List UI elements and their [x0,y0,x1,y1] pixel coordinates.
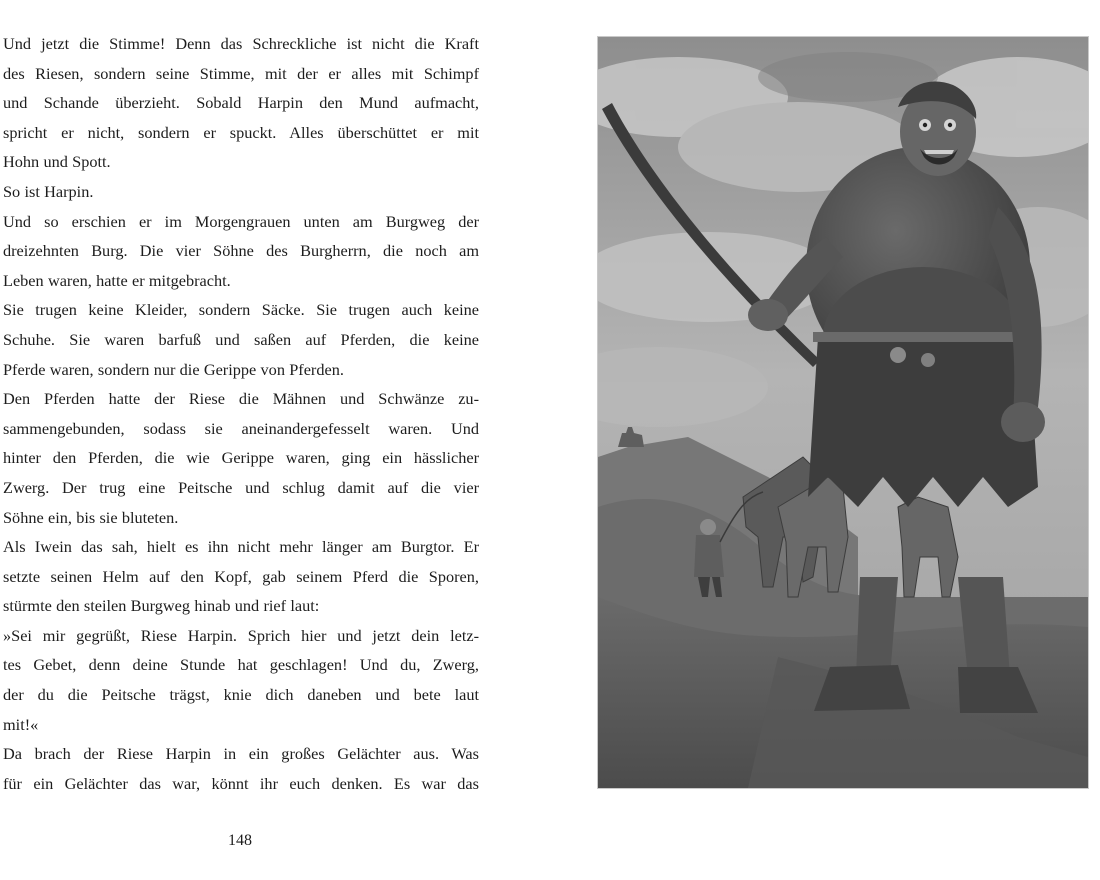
book-text-column [3,29,479,798]
text-line: tes Gebet, denn deine Stunde hat geschlagen! Und du, Zwerg, [3,655,479,675]
text-line: Hohn und Spott. [3,152,111,172]
text-line: Zwerg. Der trug eine Peitsche und schlug damit auf die vier [3,477,479,497]
text-line: Und jetzt die Stimme! Denn das Schreckliche ist nicht die Kraft [3,34,479,53]
text-line: für ein Gelächter das war, könnt ihr euch denken. Es war das [3,773,479,793]
text-line: der du die Peitsche trägst, knie dich daneben und bete laut [3,685,479,705]
text-line: Als Iwein das sah, hielt es ihn nicht mehr länger am Burgtor. Er [3,537,479,557]
text-line: mit!« [3,714,39,734]
skull-ornament [890,347,906,363]
text-line: »Sei mir gegrüßt, Riese Harpin. Sprich hier und jetzt dein letz- [3,625,479,645]
text-line: spricht er nicht, sondern er spuckt. Alles überschüttet er mit [3,122,479,142]
text-line: So ist Harpin. [3,181,94,201]
text-line: stürmte den steilen Burgweg hinab und rief laut: [3,596,320,616]
hand-holding-club [748,299,788,331]
text-line: Da brach der Riese Harpin in ein großes Gelächter aus. Was [3,744,479,764]
text-line: Und so erschien er im Morgengrauen unten am Burgweg der [3,211,479,231]
giant-illustration [597,36,1089,789]
rope-belt [813,332,1033,342]
text-line: setzte seinen Helm auf den Kopf, gab seinem Pferd die Sporen, [3,566,479,586]
text-line: und Schande überzieht. Sobald Harpin den Mund aufmacht, [3,93,479,113]
text-line: Sie trugen keine Kleider, sondern Säcke. Sie trugen auch keine [3,300,479,320]
text-line: des Riesen, sondern seine Stimme, mit der er alles mit Schimpf [3,63,479,83]
page-number: 148 [228,832,252,849]
left-hand [1001,402,1045,442]
text-line: Pferde waren, sondern nur die Gerippe von Pferden. [3,359,344,379]
text-line: Leben waren, hatte er mitgebracht. [3,270,231,290]
giant-painting-svg [598,37,1088,788]
text-line: Söhne ein, bis sie bluteten. [3,507,179,527]
text-line: sammengebunden, sodass sie aneinandergefesselt waren. Und [3,418,479,438]
text-line: dreizehnten Burg. Die vier Söhne des Burgherrn, die noch am [3,241,479,261]
text-line: Schuhe. Sie waren barfuß und saßen auf Pferden, die keine [3,329,479,349]
text-line: Den Pferden hatte der Riese die Mähnen und Schwänze zu- [3,389,479,409]
text-line: hinter den Pferden, die wie Gerippe waren, ging ein hässlicher [3,448,479,468]
